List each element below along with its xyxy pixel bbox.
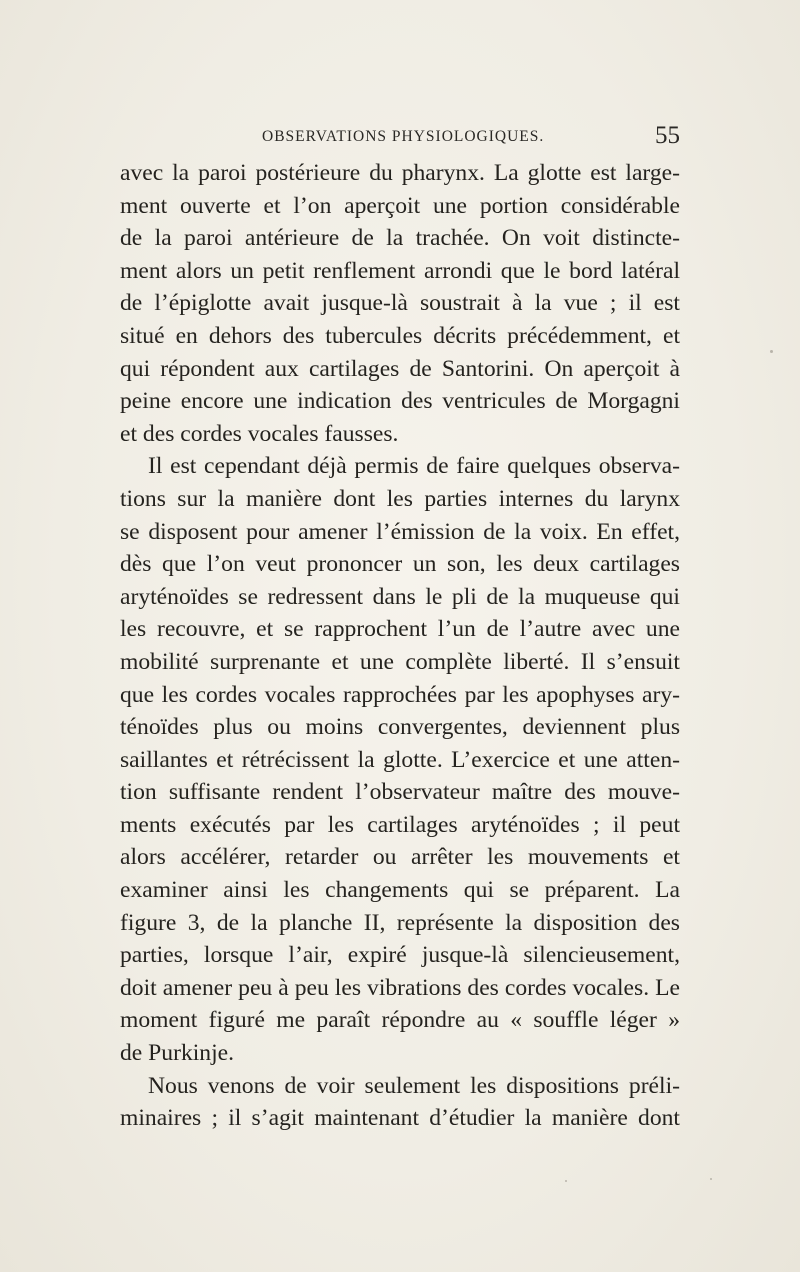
text-line: ment ouverte et l’on aperçoit une portion considérable [120, 192, 680, 219]
text-line: les recouvre, et se rapprochent l’un de l’autre avec une [120, 616, 680, 643]
text-line: aryténoïdes se redressent dans le pli de la muqueuse qui [120, 583, 680, 610]
text-line: ments exécutés par les cartilages aryténoïdes ; il peut [120, 811, 680, 838]
text-line: de Purkinje. [120, 1040, 235, 1067]
text-line: saillantes et rétrécissent la glotte. L’exercice et une atten- [120, 746, 680, 773]
paragraph-1 [120, 157, 680, 450]
text-line: tion suffisante rendent l’observateur maître des mouve- [120, 779, 680, 806]
body-text [120, 157, 680, 1135]
text-line: que les cordes vocales rapprochées par les apophyses ary- [120, 681, 680, 708]
text-line: peine encore une indication des ventricules de Morgagni [120, 388, 680, 415]
text-line: dès que l’on veut prononcer un son, les deux cartilages [120, 551, 680, 578]
running-title: OBSERVATIONS PHYSIOLOGIQUES. [262, 128, 545, 145]
text-line: Il est cependant déjà permis de faire quelques observa- [148, 453, 680, 480]
text-line: de l’épiglotte avait jusque-là soustrait à la vue ; il est [120, 290, 680, 317]
paragraph-3 [120, 1070, 680, 1135]
text-line: figure 3, de la planche II, représente la disposition des [120, 909, 680, 936]
text-line: de la paroi antérieure de la trachée. On voit distincte- [120, 225, 680, 252]
text-line: examiner ainsi les changements qui se préparent. La [120, 877, 680, 904]
paper-speck [770, 350, 773, 353]
text-line: doit amener peu à peu les vibrations des cordes vocales. Le [120, 974, 680, 1001]
text-line: ténoïdes plus ou moins convergentes, deviennent plus [120, 714, 680, 741]
text-line: et des cordes vocales fausses. [120, 420, 399, 447]
paragraph-2 [120, 450, 680, 1069]
page-number: 55 [655, 122, 680, 149]
text-line: situé en dehors des tubercules décrits précédemment, et [120, 322, 680, 349]
running-head [120, 122, 680, 152]
text-line: avec la paroi postérieure du pharynx. La glotte est large- [120, 160, 680, 186]
text-line: mobilité surprenante et une complète liberté. Il s’ensuit [120, 648, 680, 675]
text-line: tions sur la manière dont les parties internes du larynx [120, 485, 680, 512]
text-line: alors accélérer, retarder ou arrêter les mouvements et [120, 844, 680, 871]
text-line: parties, lorsque l’air, expiré jusque-là silencieusement, [120, 942, 680, 969]
text-line: Nous venons de voir seulement les dispositions préli- [148, 1072, 680, 1099]
text-line: minaires ; il s’agit maintenant d’étudier la manière dont [120, 1105, 680, 1132]
text-line: se disposent pour amener l’émission de la voix. En effet, [120, 518, 680, 545]
paper-speck [710, 1178, 712, 1180]
text-line: qui répondent aux cartilages de Santorini. On aperçoit à [120, 355, 680, 382]
text-line: ment alors un petit renflement arrondi que le bord latéral [120, 257, 680, 284]
paper-speck [565, 1180, 567, 1182]
text-line: moment figuré me paraît répondre au « souffle léger » [120, 1007, 680, 1034]
